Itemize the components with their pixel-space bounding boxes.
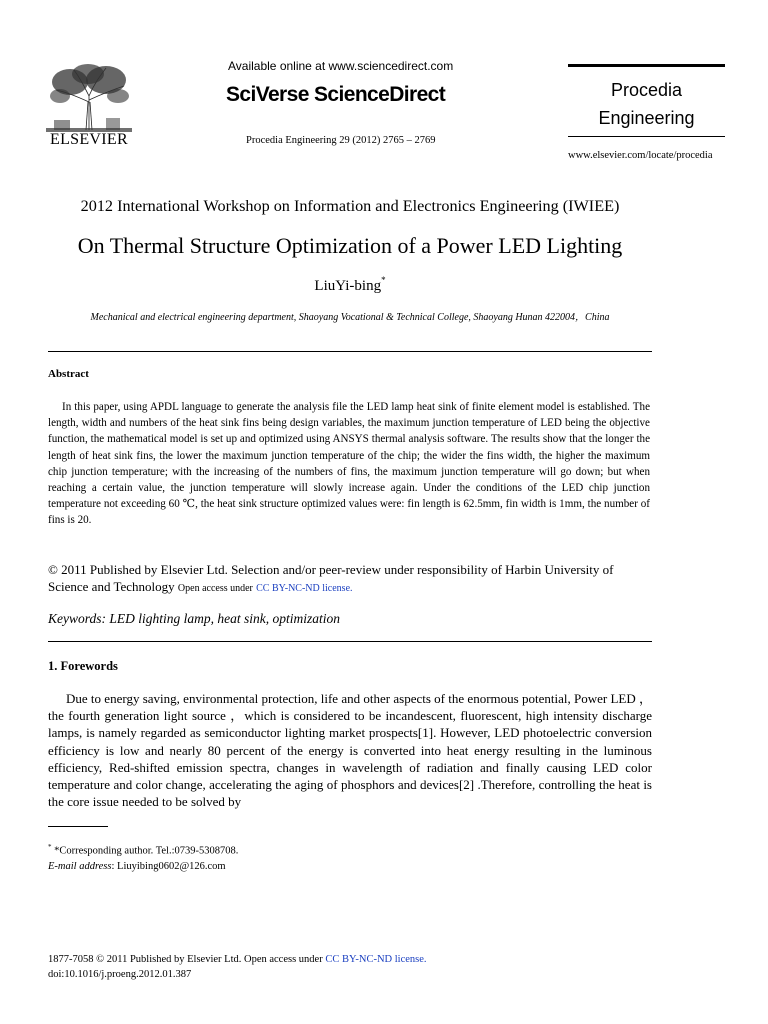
- issn-line: [48, 952, 427, 967]
- author-footnote-mark[interactable]: *: [381, 275, 386, 285]
- footnote-rule: [48, 826, 108, 827]
- footnote: [48, 840, 238, 874]
- paper-title: On Thermal Structure Optimization of a Power LED Lighting: [77, 233, 623, 258]
- license-link[interactable]: CC BY-NC-ND license.: [256, 583, 353, 594]
- workshop-name: 2012 International Workshop on Information and Electronics Engineering (IWIEE): [80, 197, 620, 215]
- abstract-bottom-rule: [48, 641, 652, 642]
- issn-text: 1877-7058 © 2011 Published by Elsevier Ltd. Open access under: [48, 954, 323, 965]
- section-heading: 1. Forewords: [48, 659, 118, 673]
- copyright-statement: [48, 561, 652, 597]
- footer-license-link[interactable]: CC BY-NC-ND license.: [325, 954, 427, 965]
- journal-title-line2: Engineering: [598, 108, 695, 128]
- keywords: Keywords: LED lighting lamp, heat sink, optimization: [48, 611, 340, 626]
- email-line: [48, 859, 238, 874]
- elsevier-tree-logo: [46, 62, 132, 132]
- journal-title-top-rule: [568, 64, 725, 67]
- journal-title: [568, 76, 725, 132]
- journal-title-bottom-rule: [568, 136, 725, 137]
- publisher-wordmark: ELSEVIER: [50, 131, 128, 148]
- footnote-mark: *: [48, 843, 52, 851]
- copyright-text: © 2011 Published by Elsevier Ltd. Selection and/or peer-review under responsibility of Harbin University of Science and Technology: [48, 562, 614, 594]
- author-affiliation: Mechanical and electrical engineering department, Shaoyang Vocational & Technical College, Shaoyang Hunan 422004，China: [90, 312, 610, 323]
- abstract-top-rule: [48, 351, 652, 352]
- journal-title-line1: Procedia: [610, 80, 683, 100]
- email-value[interactable]: : Liuyibing0602@126.com: [111, 860, 226, 872]
- author-line: [0, 276, 700, 295]
- section-body: Due to energy saving, environmental protection, life and other aspects of the enormous potential, Power LED ，the fourth generation light source ，which is considered to be incandescent, fluorescent, high intensity discharge lamps, is namely regarded as semiconductor lighting market prospects[1]. However, LED photoelectric conversion efficiency is low and nearly 80 percent of the energy is converted into heat energy resulting in the luminous efficiency, Red-shifted emission spectra, changes in wavelength of radiation and finally causing LED color temperature and color change, accelerating the aging of phosphors and devices[2] .Therefore, controlling the heat is the core issue needed to be solved by: [48, 691, 652, 810]
- journal-citation: Procedia Engineering 29 (2012) 2765 – 2769: [246, 135, 436, 146]
- doi[interactable]: doi:10.1016/j.proeng.2012.01.387: [48, 969, 192, 980]
- journal-url[interactable]: www.elsevier.com/locate/procedia: [568, 150, 713, 161]
- platform-logo-text: SciVerse ScienceDirect: [226, 83, 446, 106]
- available-online-text: Available online at www.sciencedirect.com: [228, 59, 454, 73]
- corresponding-author-text: *Corresponding author. Tel.:0739-5308708.: [54, 845, 239, 857]
- corresponding-author-line: [48, 840, 238, 859]
- email-label: E-mail address: [48, 860, 112, 872]
- open-access-prefix: Open access under: [177, 583, 253, 594]
- author-name: LiuYi-bing: [314, 278, 382, 294]
- abstract-heading: Abstract: [48, 368, 89, 380]
- abstract-body: In this paper, using APDL language to generate the analysis file the LED lamp heat sink of finite element model is established. The length, width and numbers of the heat sink fins being design variables, the maximum junction temperature of LED being the objective function, the mathematical model is set up and optimized using ANSYS thermal analysis software. The results show that the longer the length of heat sink fins, the lower the maximum junction temperature of the chip; the wider the fins width, the higher the maximum chip junction temperature; with the increasing of the numbers of fins, the maximum junction temperature will go down; but when reaching a certain value, the junction temperature will slowly increase again. Under the conditions of the LED chip junction temperature not exceeding 60 ℃, the heat sink structure optimized values were: fin length is 62.5mm, fin width is 1mm, the number of fins is 20.: [48, 401, 650, 527]
- footer-issn: [48, 952, 427, 982]
